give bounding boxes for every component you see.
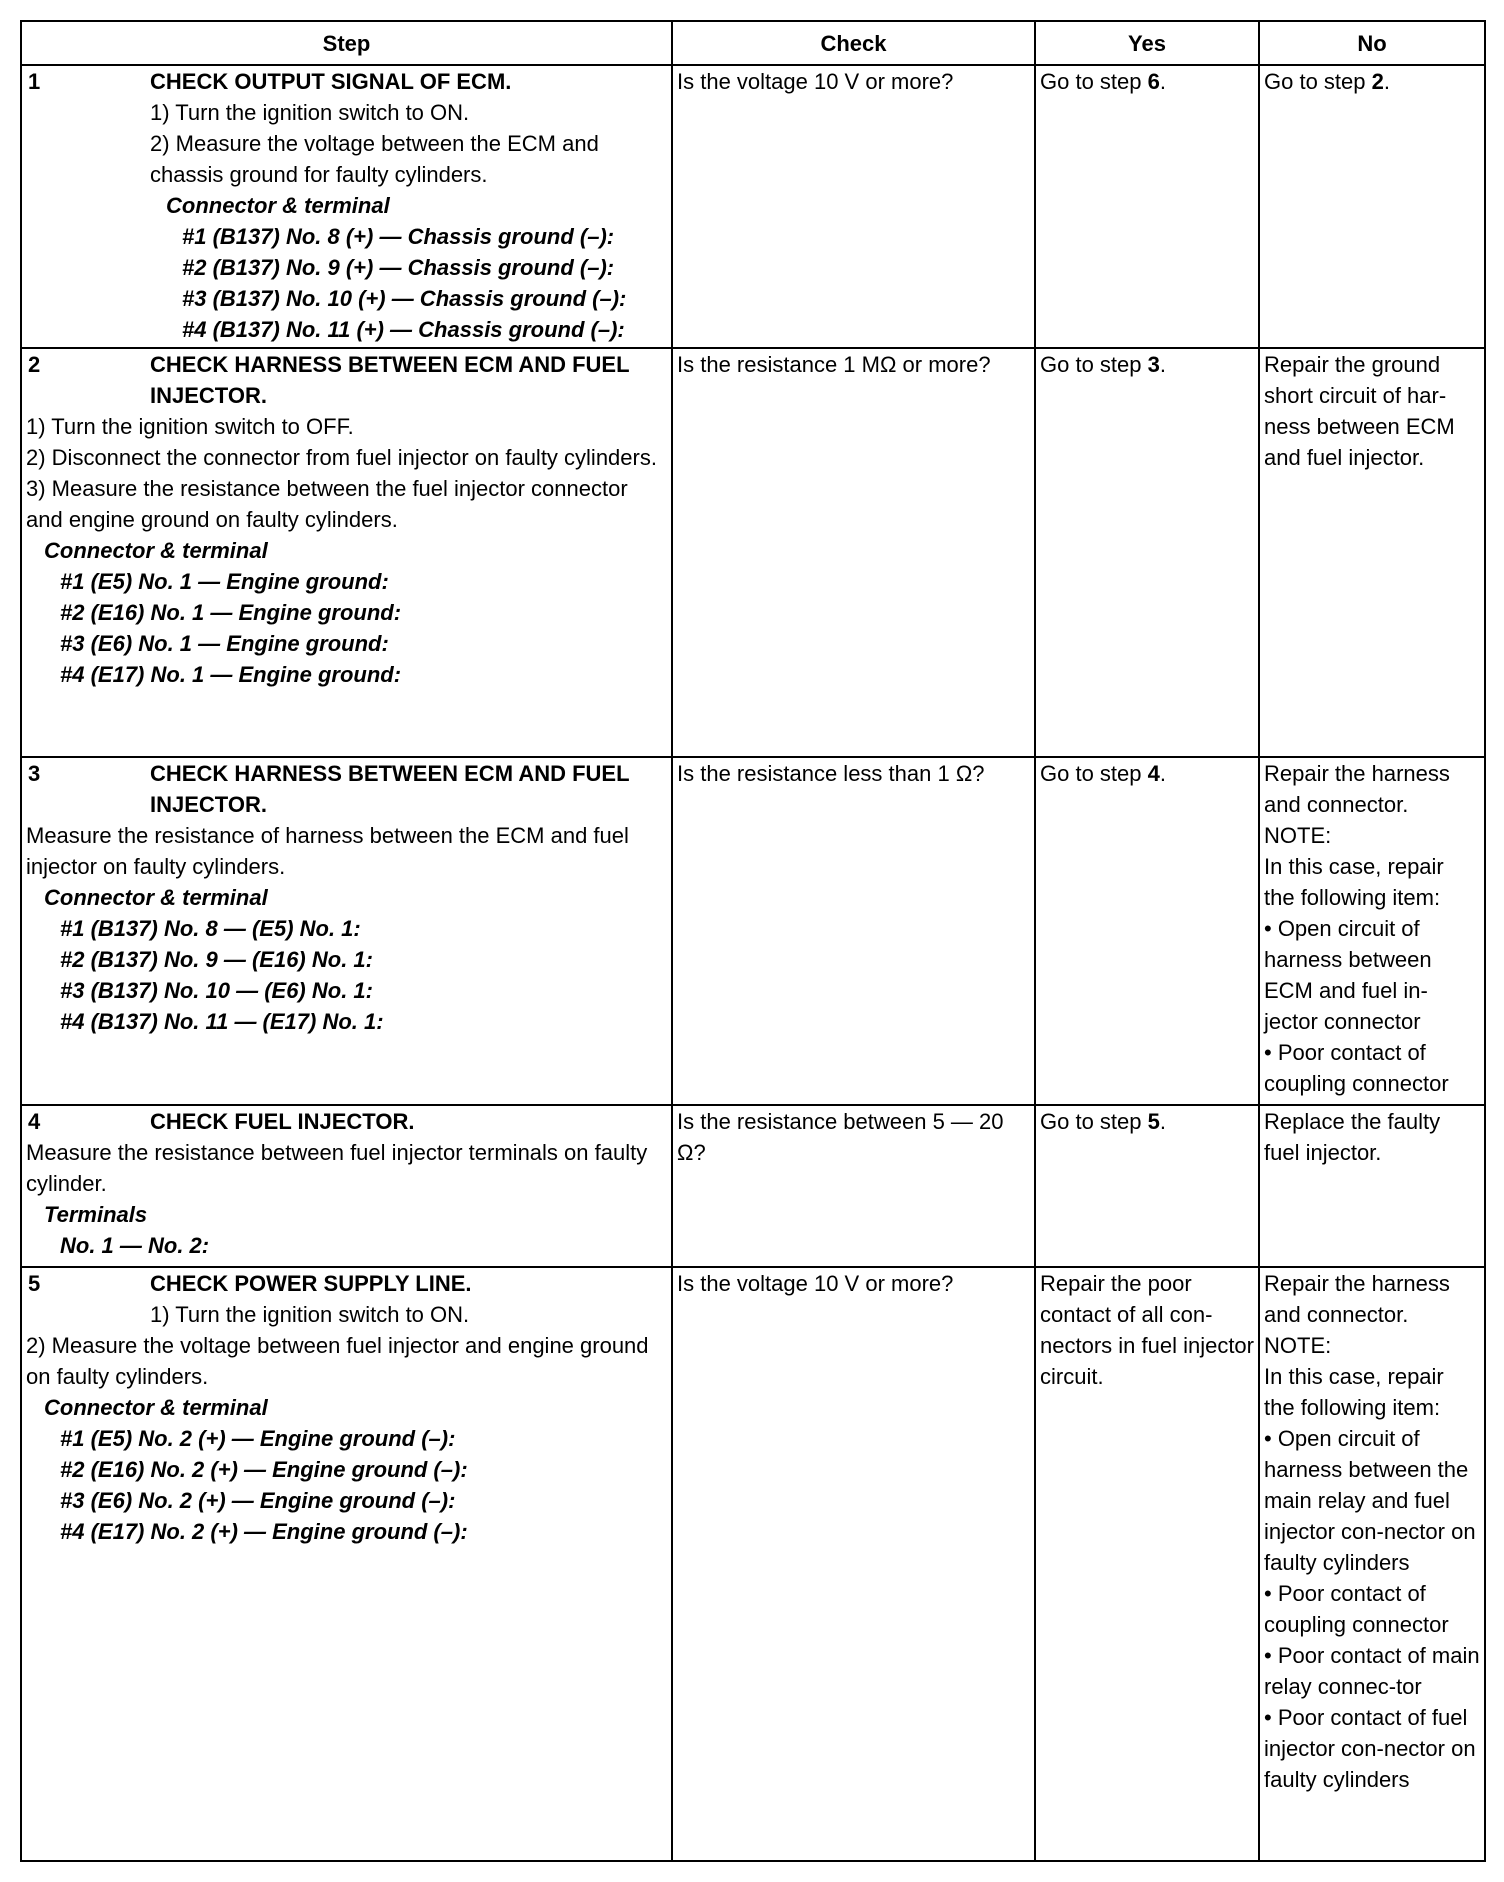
terminal-spec: #1 (B137) No. 8 (+) — Chassis ground (–): xyxy=(182,224,615,249)
yes-suffix: . xyxy=(1159,69,1166,94)
check-question: Is the resistance between 5 — 20 Ω? xyxy=(677,1109,1004,1165)
note-item: • Open circuit of harness between ECM and fuel in-jector connector xyxy=(1264,916,1432,1034)
step-title: CHECK OUTPUT SIGNAL OF ECM. xyxy=(150,69,512,94)
note-item: • Poor contact of main relay connec-tor xyxy=(1264,1643,1480,1699)
check-question: Is the resistance less than 1 Ω? xyxy=(677,761,985,786)
note-text: In this case, repair the following item: xyxy=(1264,854,1444,910)
yes-text: Repair the poor contact of all con-nectors in fuel injector circuit. xyxy=(1040,1271,1254,1389)
step-instruction: 2) Measure the voltage between the ECM and chassis ground for faulty cylinders. xyxy=(150,131,599,187)
terminal-spec: #2 (B137) No. 9 — (E16) No. 1: xyxy=(60,947,373,972)
diagnostic-table xyxy=(20,20,1486,1862)
yes-step-ref: 3 xyxy=(1147,352,1160,377)
no-suffix: . xyxy=(1383,69,1390,94)
yes-cell xyxy=(1035,757,1259,1105)
step-title: CHECK FUEL INJECTOR. xyxy=(150,1109,415,1134)
terminal-spec: #1 (E5) No. 2 (+) — Engine ground (–): xyxy=(60,1426,456,1451)
check-question: Is the resistance 1 MΩ or more? xyxy=(677,352,991,377)
note-label: NOTE: xyxy=(1264,1333,1332,1358)
note-item: • Poor contact of coupling connector xyxy=(1264,1581,1449,1637)
no-cell xyxy=(1259,65,1485,348)
note-item: • Poor contact of coupling connector xyxy=(1264,1040,1449,1096)
yes-text: Go to step xyxy=(1040,761,1148,786)
yes-step-ref: 6 xyxy=(1147,69,1160,94)
terminal-spec: #4 (E17) No. 2 (+) — Engine ground (–): xyxy=(60,1519,468,1544)
terminal-spec: #2 (E16) No. 2 (+) — Engine ground (–): xyxy=(60,1457,468,1482)
terminal-spec: #3 (E6) No. 2 (+) — Engine ground (–): xyxy=(60,1488,456,1513)
yes-step-ref: 4 xyxy=(1147,761,1160,786)
note-label: NOTE: xyxy=(1264,823,1332,848)
yes-cell xyxy=(1035,1105,1259,1267)
table-row xyxy=(21,65,1485,348)
note-item: • Open circuit of harness between the main relay and fuel injector con-nector on faulty cylinders xyxy=(1264,1426,1476,1575)
check-cell xyxy=(672,757,1035,1105)
step-instruction: 1) Turn the ignition switch to ON. xyxy=(150,1302,470,1327)
terminal-spec: #1 (E5) No. 1 — Engine ground: xyxy=(60,569,389,594)
note-text: In this case, repair the following item: xyxy=(1264,1364,1444,1420)
terminal-spec: #4 (B137) No. 11 (+) — Chassis ground (–): xyxy=(182,317,625,342)
header-step: Step xyxy=(21,21,672,65)
step-instruction: 2) Disconnect the connector from fuel injector on faulty cylinders. xyxy=(26,445,657,470)
step-instruction: Measure the resistance between fuel injector terminals on faulty cylinder. xyxy=(26,1140,648,1196)
header-row xyxy=(21,21,1485,65)
yes-text: Go to step xyxy=(1040,352,1148,377)
check-question: Is the voltage 10 V or more? xyxy=(677,69,954,94)
terminal-spec: #3 (B137) No. 10 (+) — Chassis ground (–): xyxy=(182,286,627,311)
step-instruction: Measure the resistance of harness between the ECM and fuel injector on faulty cylinders. xyxy=(26,823,629,879)
step-instruction: 1) Turn the ignition switch to ON. xyxy=(150,100,470,125)
table-row xyxy=(21,757,1485,1105)
terminal-spec: #3 (B137) No. 10 — (E6) No. 1: xyxy=(60,978,373,1003)
check-cell xyxy=(672,65,1035,348)
yes-step-ref: 5 xyxy=(1147,1109,1160,1134)
step-subheading: Connector & terminal xyxy=(166,193,390,218)
step-number: 5 xyxy=(28,1271,41,1296)
step-subheading: Terminals xyxy=(44,1202,148,1227)
check-cell xyxy=(672,348,1035,757)
yes-suffix: . xyxy=(1159,1109,1166,1134)
yes-suffix: . xyxy=(1159,761,1166,786)
no-text: Replace the faulty fuel injector. xyxy=(1264,1109,1441,1165)
header-yes: Yes xyxy=(1035,21,1259,65)
table-row xyxy=(21,348,1485,757)
step-subheading: Connector & terminal xyxy=(44,1395,268,1420)
step-number: 4 xyxy=(28,1109,41,1134)
step-number: 2 xyxy=(28,352,41,377)
terminal-spec: #1 (B137) No. 8 — (E5) No. 1: xyxy=(60,916,361,941)
no-cell xyxy=(1259,348,1485,757)
step-number: 3 xyxy=(28,761,41,786)
no-text: Go to step xyxy=(1264,69,1372,94)
yes-text: Go to step xyxy=(1040,69,1148,94)
step-title: CHECK HARNESS BETWEEN ECM AND FUEL INJECTOR. xyxy=(150,761,630,817)
step-instruction: 2) Measure the voltage between fuel injector and engine ground on faulty cylinders. xyxy=(26,1333,649,1389)
no-cell xyxy=(1259,757,1485,1105)
yes-suffix: . xyxy=(1159,352,1166,377)
no-text: Repair the ground short circuit of har-ness between ECM and fuel injector. xyxy=(1264,352,1455,470)
no-text: Repair the harness and connector. xyxy=(1264,761,1450,817)
step-cell xyxy=(21,757,672,1105)
step-cell xyxy=(21,65,672,348)
terminal-spec: #4 (E17) No. 1 — Engine ground: xyxy=(60,662,402,687)
no-cell xyxy=(1259,1267,1485,1861)
terminal-spec: #2 (B137) No. 9 (+) — Chassis ground (–): xyxy=(182,255,615,280)
step-instruction: 3) Measure the resistance between the fuel injector connector and engine ground on faulty cylinders. xyxy=(26,476,628,532)
no-step-ref: 2 xyxy=(1371,69,1384,94)
check-question: Is the voltage 10 V or more? xyxy=(677,1271,954,1296)
yes-text: Go to step xyxy=(1040,1109,1148,1134)
header-check: Check xyxy=(672,21,1035,65)
yes-cell xyxy=(1035,65,1259,348)
table-row xyxy=(21,1267,1485,1861)
terminal-spec: No. 1 — No. 2: xyxy=(60,1233,210,1258)
check-cell xyxy=(672,1267,1035,1861)
step-cell xyxy=(21,348,672,757)
no-cell xyxy=(1259,1105,1485,1267)
step-cell xyxy=(21,1267,672,1861)
step-cell xyxy=(21,1105,672,1267)
terminal-spec: #3 (E6) No. 1 — Engine ground: xyxy=(60,631,389,656)
check-cell xyxy=(672,1105,1035,1267)
step-subheading: Connector & terminal xyxy=(44,538,268,563)
yes-cell xyxy=(1035,348,1259,757)
terminal-spec: #4 (B137) No. 11 — (E17) No. 1: xyxy=(60,1009,384,1034)
terminal-spec: #2 (E16) No. 1 — Engine ground: xyxy=(60,600,402,625)
no-text: Repair the harness and connector. xyxy=(1264,1271,1450,1327)
step-title: CHECK POWER SUPPLY LINE. xyxy=(150,1271,472,1296)
step-title: CHECK HARNESS BETWEEN ECM AND FUEL INJECTOR. xyxy=(150,352,630,408)
header-no: No xyxy=(1259,21,1485,65)
note-item: • Poor contact of fuel injector con-nector on faulty cylinders xyxy=(1264,1705,1476,1792)
table-row xyxy=(21,1105,1485,1267)
step-instruction: 1) Turn the ignition switch to OFF. xyxy=(26,414,354,439)
yes-cell xyxy=(1035,1267,1259,1861)
step-subheading: Connector & terminal xyxy=(44,885,268,910)
step-number: 1 xyxy=(28,69,41,94)
